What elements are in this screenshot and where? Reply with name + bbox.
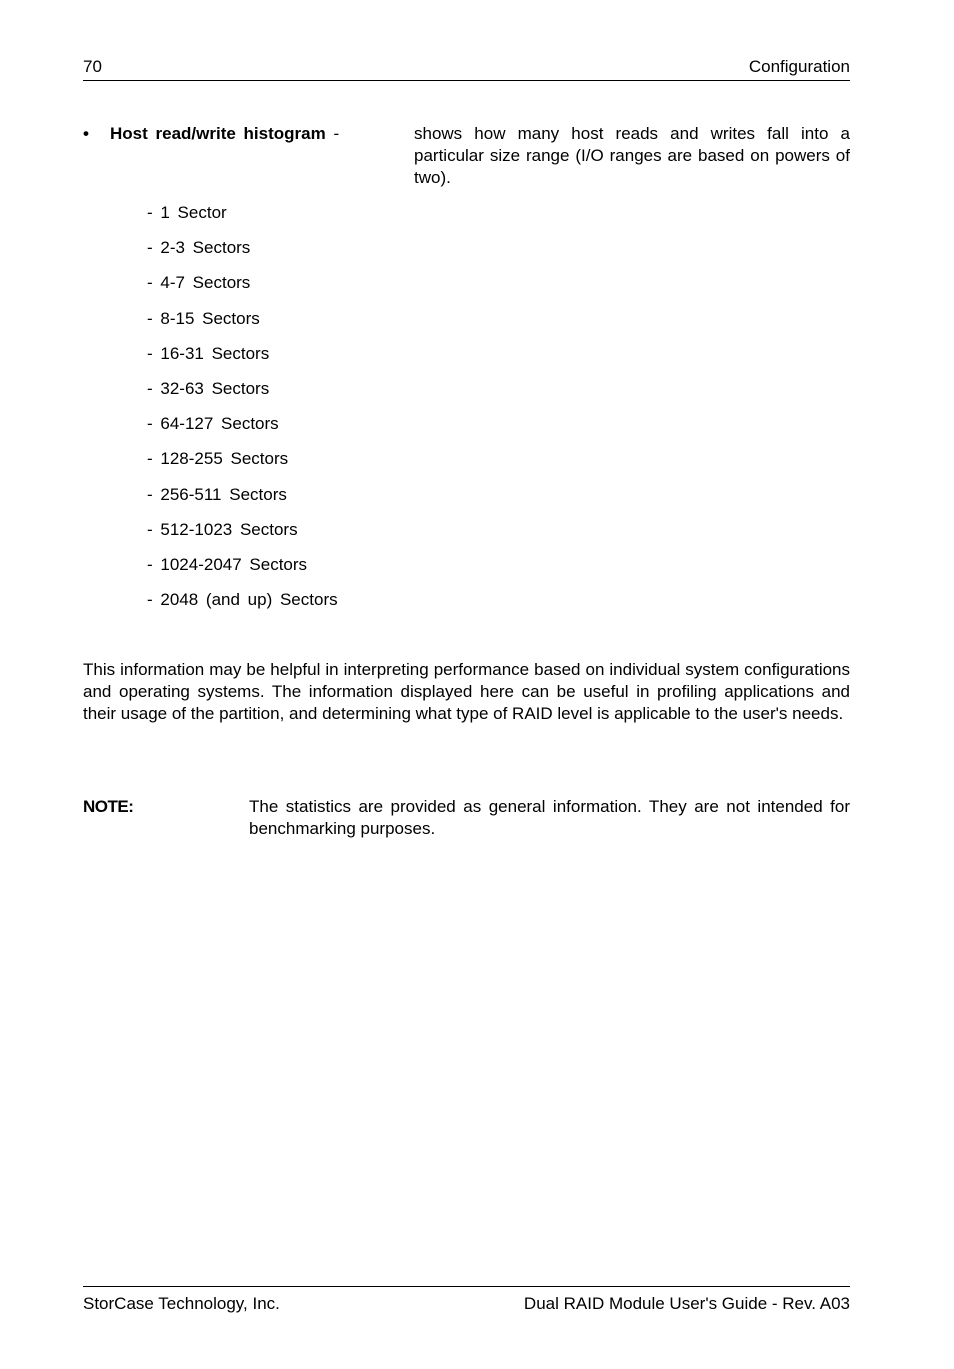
body-paragraph: This information may be helpful in interpreting performance based on individual system configurations and operating systems. The information displayed here can be useful in profiling applications and their usage of the partition, and determining what type of RAID level is applicable to the user's needs. bbox=[83, 660, 850, 723]
page-header bbox=[83, 56, 850, 81]
bullet-dot: • bbox=[83, 124, 89, 143]
list-item: - 8-15 Sectors bbox=[147, 308, 260, 328]
list-item: - 128-255 Sectors bbox=[147, 449, 289, 469]
document-page bbox=[83, 0, 850, 1369]
list-item: - 1 Sector bbox=[147, 203, 227, 222]
list-item: - 64-127 Sectors bbox=[147, 414, 279, 434]
list-item: - 1024-2047 Sectors bbox=[147, 554, 308, 574]
list-item: - 32-63 Sectors bbox=[147, 378, 270, 398]
footer-document-title: Dual RAID Module User's Guide - Rev. A03 bbox=[523, 1294, 850, 1313]
bullet-term bbox=[110, 123, 339, 145]
sector-range-list bbox=[147, 202, 338, 624]
bullet-description: shows how many host reads and writes fall into a particular size range (I/O ranges are based on powers of two). bbox=[414, 124, 850, 187]
bullet-term-label: Host read/write histogram bbox=[110, 124, 326, 143]
note-text: The statistics are provided as general information. They are not intended for benchmarking purposes. bbox=[249, 797, 850, 838]
list-item: - 4-7 Sectors bbox=[147, 273, 251, 293]
page-footer bbox=[83, 1286, 850, 1317]
list-item: - 2-3 Sectors bbox=[147, 238, 251, 258]
list-item: - 256-511 Sectors bbox=[147, 484, 287, 504]
list-item: - 16-31 Sectors bbox=[147, 343, 270, 363]
section-title: Configuration bbox=[748, 57, 850, 76]
footer-company: StorCase Technology, Inc. bbox=[83, 1294, 280, 1313]
list-item: - 2048 (and up) Sectors bbox=[147, 590, 338, 610]
note-label: NOTE: bbox=[83, 797, 134, 816]
page-number: 70 bbox=[83, 57, 102, 76]
bullet-separator: - bbox=[325, 124, 340, 143]
list-item: - 512-1023 Sectors bbox=[147, 519, 298, 539]
